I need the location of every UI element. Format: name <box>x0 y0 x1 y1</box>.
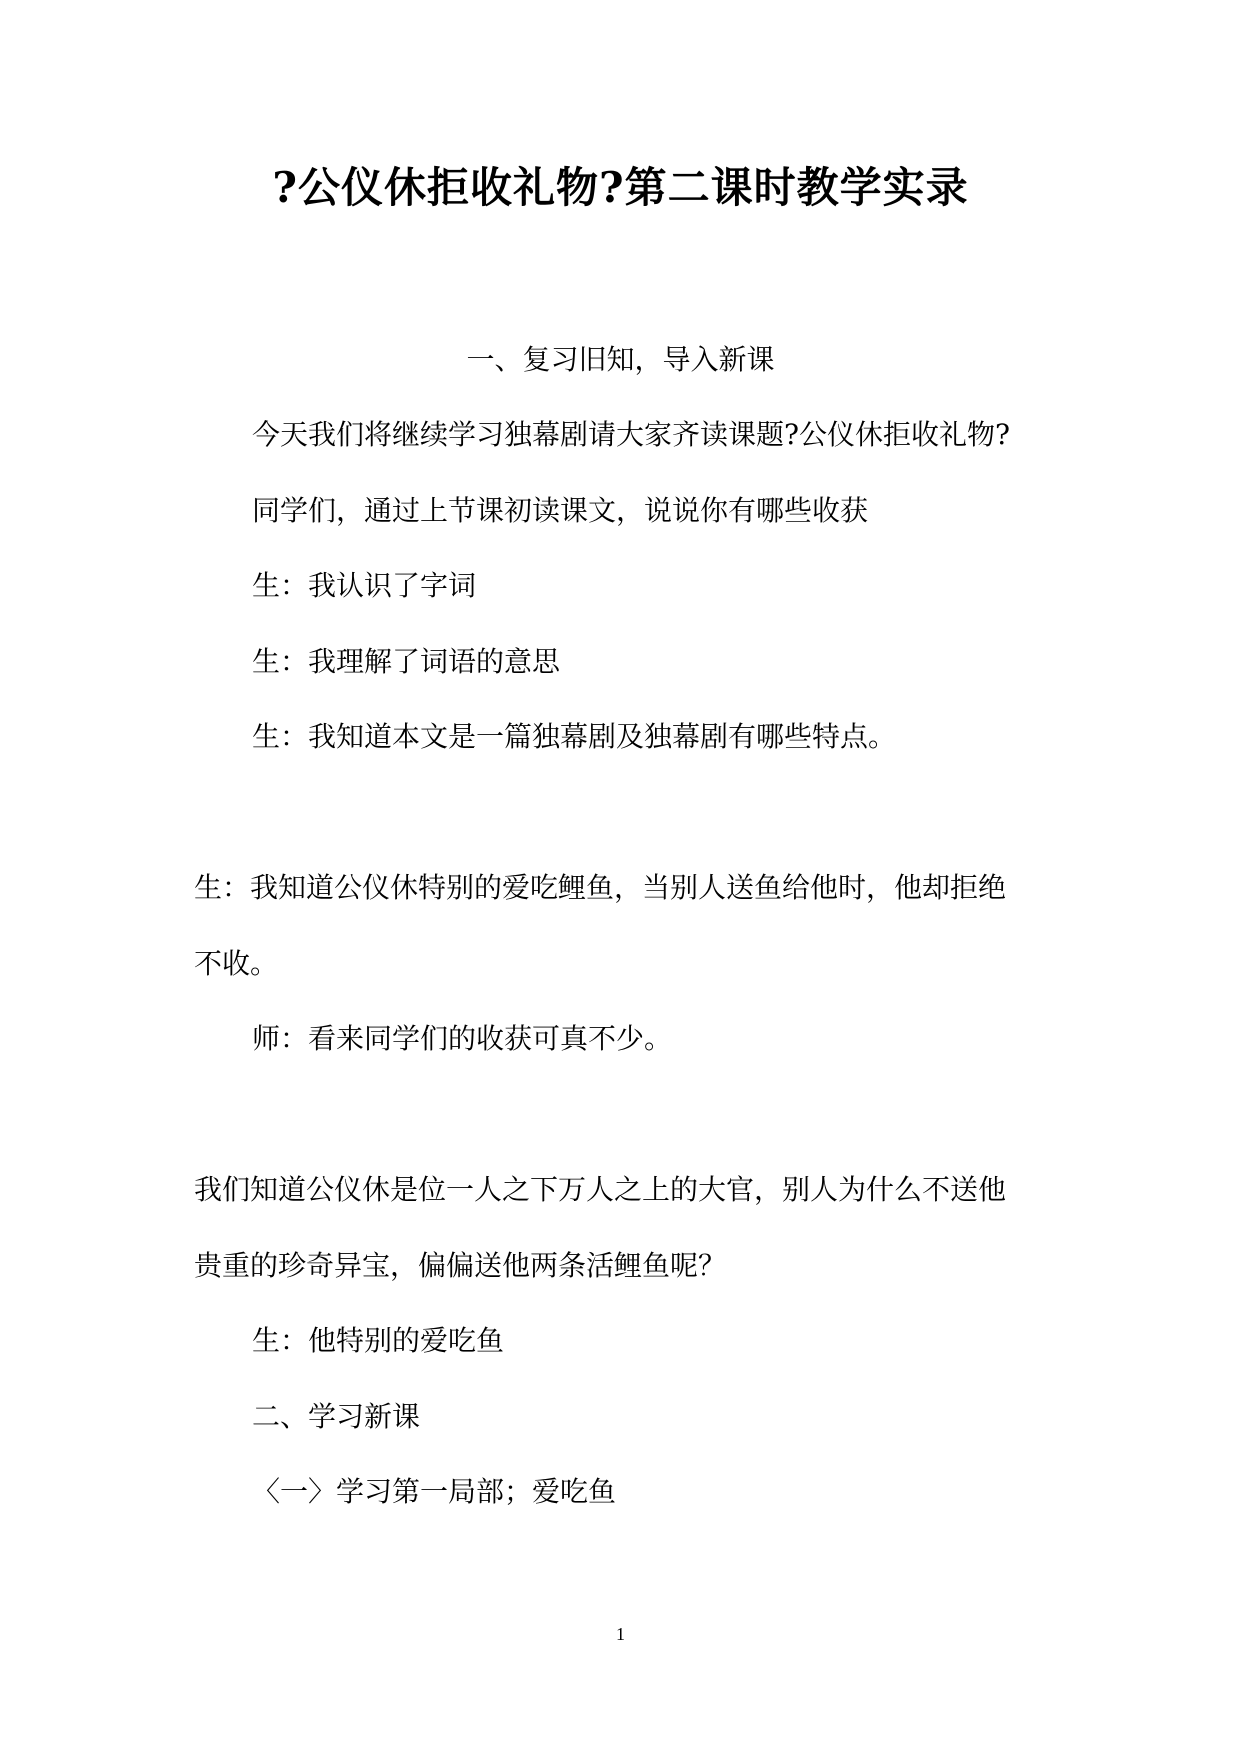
paragraph-7: 师：看来同学们的收获可真不少。 <box>252 1022 673 1055</box>
paragraph-2: 同学们，通过上节课初读课文，说说你有哪些收获 <box>252 494 869 527</box>
paragraph-9: 生：他特别的爱吃鱼 <box>252 1324 505 1357</box>
paragraph-1: 今天我们将继续学习独幕剧请大家齐读课题?公仪休拒收礼物? <box>252 418 1011 451</box>
paragraph-8-line-2: 贵重的珍奇异宝，偏偏送他两条活鲤鱼呢？ <box>194 1249 727 1282</box>
paragraph-8-line-1: 我们知道公仪休是位一人之下万人之上的大官，别人为什么不送他 <box>194 1173 1007 1206</box>
page-title: ?公仪休拒收礼物?第二课时教学实录 <box>272 163 969 212</box>
subsection-heading-1: 〈一〉学习第一局部；爱吃鱼 <box>252 1475 617 1508</box>
section-heading-1: 一、复习旧知，导入新课 <box>466 343 775 376</box>
paragraph-6-line-1: 生：我知道公仪休特别的爱吃鲤鱼，当别人送鱼给他时，他却拒绝 <box>194 871 1007 904</box>
section-heading-2: 二、学习新课 <box>252 1400 421 1433</box>
page-number: 1 <box>616 1624 625 1644</box>
paragraph-6-line-2: 不收。 <box>194 947 279 980</box>
paragraph-5: 生：我知道本文是一篇独幕剧及独幕剧有哪些特点。 <box>252 720 897 753</box>
paragraph-4: 生：我理解了词语的意思 <box>252 645 561 678</box>
paragraph-3: 生：我认识了字词 <box>252 569 477 602</box>
